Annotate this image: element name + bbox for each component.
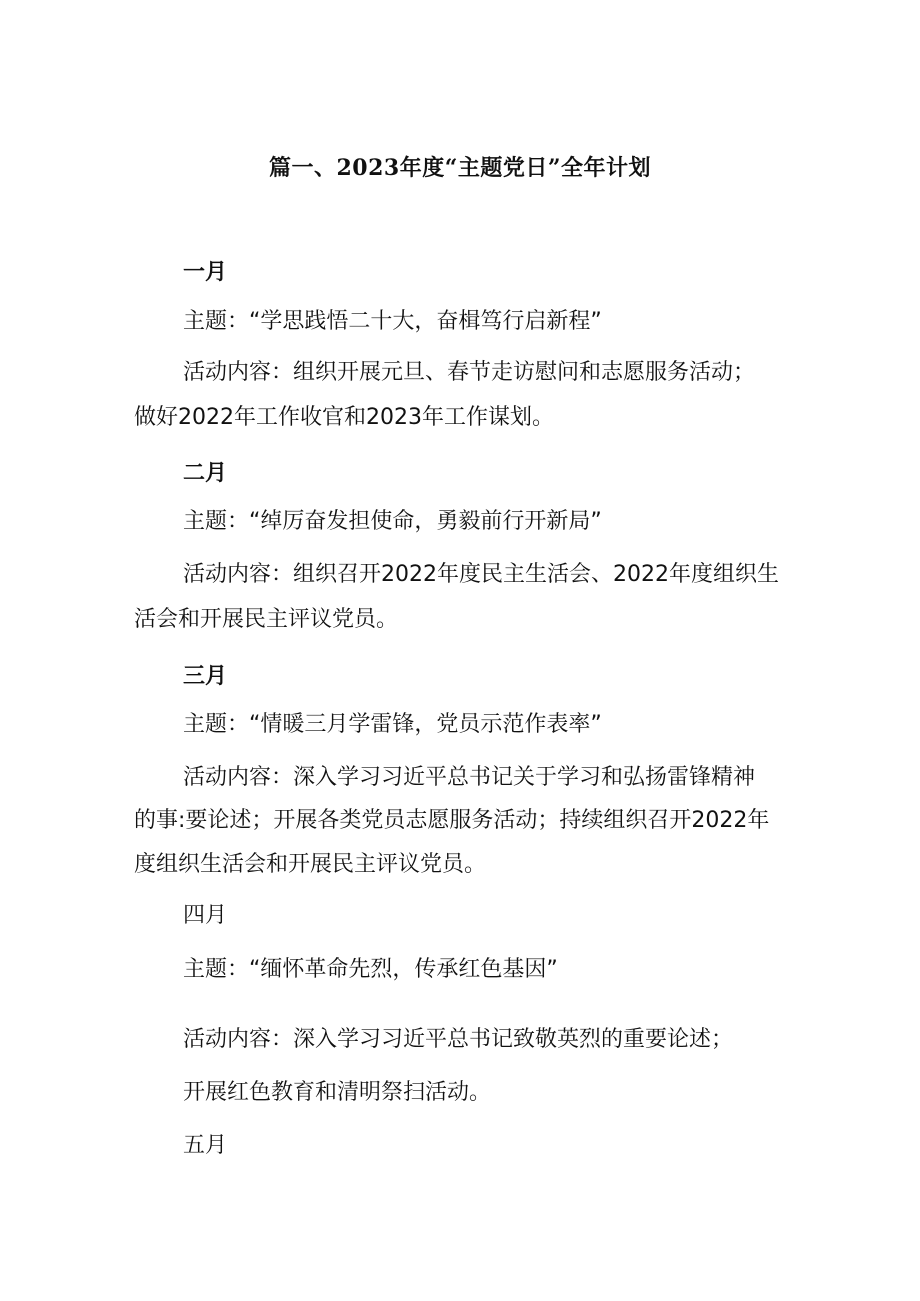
month-heading-may: 五月 bbox=[183, 1133, 228, 1158]
month-heading-february: 二月 bbox=[183, 461, 228, 486]
document-title: 篇一、2023年度“主题党日”全年计划 bbox=[268, 155, 652, 181]
theme-february: 主题：“绰厉奋发担使命，勇毅前行开新局” bbox=[183, 509, 602, 534]
activity-january-line1: 活动内容：组织开展元旦、春节走访慰问和志愿服务活动； bbox=[183, 360, 756, 385]
activity-april-line2: 开展红色教育和清明祭扫活动。 bbox=[183, 1080, 492, 1105]
theme-january: 主题：“学思践悟二十大，奋楫笃行启新程” bbox=[183, 309, 602, 334]
theme-april: 主题：“缅怀革命先烈，传承红色基因” bbox=[183, 957, 558, 982]
activity-march-line3: 度组织生活会和开展民主评议党员。 bbox=[134, 852, 487, 877]
month-heading-april: 四月 bbox=[183, 903, 228, 928]
month-heading-january: 一月 bbox=[183, 260, 228, 285]
month-heading-march: 三月 bbox=[183, 664, 228, 689]
theme-march: 主题：“情暖三月学雷锋，党员示范作表率” bbox=[183, 712, 602, 737]
activity-march-line1: 活动内容：深入学习习近平总书记关于学习和弘扬雷锋精神 bbox=[183, 765, 756, 790]
activity-april-line1: 活动内容：深入学习习近平总书记致敬英烈的重要论述； bbox=[183, 1027, 734, 1052]
activity-february-line1: 活动内容：组织召开2022年度民主生活会、2022年度组织生 bbox=[183, 562, 779, 587]
activity-january-line2: 做好2022年工作收官和2023年工作谋划。 bbox=[134, 405, 554, 430]
activity-february-line2: 活会和开展民主评议党员。 bbox=[134, 607, 399, 632]
activity-march-line2: 的事:要论述；开展各类党员志愿服务活动；持续组织召开2022年 bbox=[134, 808, 770, 833]
